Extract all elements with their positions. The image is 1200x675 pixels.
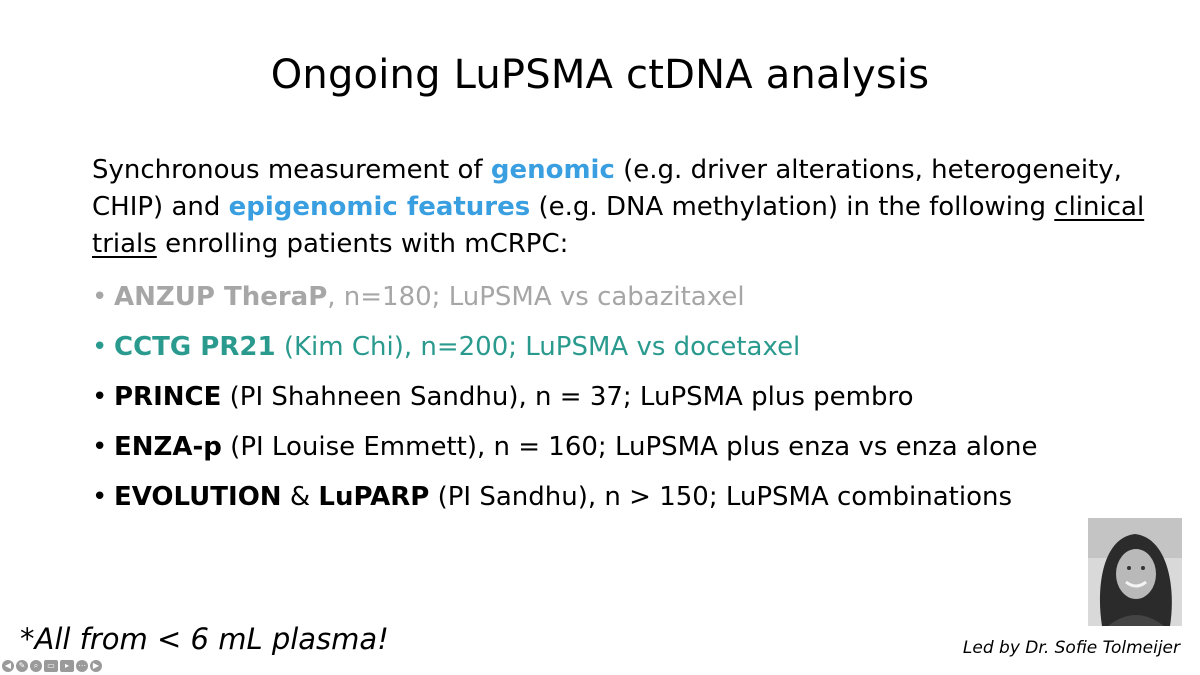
intro-text-4: enrolling patients with mCRPC:: [156, 229, 569, 259]
bullet-marker: •: [92, 432, 108, 462]
intro-text-2: (e.g. driver alterations, heterogeneity, CHIP) and: [92, 155, 1122, 222]
trial-details: , n=180; LuPSMA vs cabazitaxel: [327, 282, 745, 312]
trial-item-pr21: [92, 326, 1172, 376]
genomic-highlight: genomic: [490, 155, 615, 185]
more-icon[interactable]: ⋯: [78, 661, 86, 670]
epigenomic-highlight: epigenomic features: [228, 192, 531, 222]
trial-name: PRINCE: [114, 382, 222, 412]
trial-details: (Kim Chi), n=200; LuPSMA vs docetaxel: [275, 332, 801, 362]
trial-item-prince: [92, 376, 1172, 426]
trial-list: [92, 276, 1172, 526]
intro-text-1: Synchronous measurement of: [92, 155, 491, 185]
subtitles-icon[interactable]: ▭: [44, 660, 58, 672]
trial-item-enzap: [92, 426, 1172, 476]
slideshow-toolbar: [2, 659, 102, 673]
trial-name: ENZA-p: [114, 432, 222, 462]
credit-line: Led by Dr. Sofie Tolmeijer: [962, 638, 1180, 658]
clinical-trials-underlined: clinical trials: [92, 192, 1145, 259]
bullet-marker: •: [92, 382, 108, 412]
trial-conjunction: &: [281, 482, 319, 512]
camera-icon[interactable]: ▸: [60, 660, 74, 672]
trial-details: (PI Louise Emmett), n = 160; LuPSMA plus enza vs enza alone: [221, 432, 1038, 462]
trial-details: (PI Sandhu), n > 150; LuPSMA combinations: [429, 482, 1013, 512]
presenter-photo: [1088, 518, 1182, 626]
bullet-marker: •: [92, 332, 108, 362]
trial-item-evolution: [92, 476, 1172, 526]
slide-title: Ongoing LuPSMA ctDNA analysis: [270, 52, 930, 98]
trial-name: EVOLUTION: [114, 482, 282, 512]
intro-text-3: (e.g. DNA methylation) in the following: [530, 192, 1055, 222]
trial-name: ANZUP TheraP: [114, 282, 328, 312]
pen-icon[interactable]: ✎: [16, 660, 28, 672]
trial-name: CCTG PR21: [114, 332, 276, 362]
bullet-marker: •: [92, 282, 108, 312]
forward-icon[interactable]: ▶: [90, 660, 102, 672]
back-icon[interactable]: ◀: [2, 660, 14, 672]
intro-paragraph: [92, 152, 1152, 263]
footnote: *All from < 6 mL plasma!: [20, 622, 389, 656]
portrait-image: [1088, 518, 1182, 626]
trial-name-2: LuPARP: [318, 482, 430, 512]
trial-details: (PI Shahneen Sandhu), n = 37; LuPSMA plus pembro: [221, 382, 914, 412]
bullet-marker: •: [92, 482, 108, 512]
zoom-icon[interactable]: ⌕: [30, 660, 42, 672]
trial-item-therap: [92, 276, 1172, 326]
